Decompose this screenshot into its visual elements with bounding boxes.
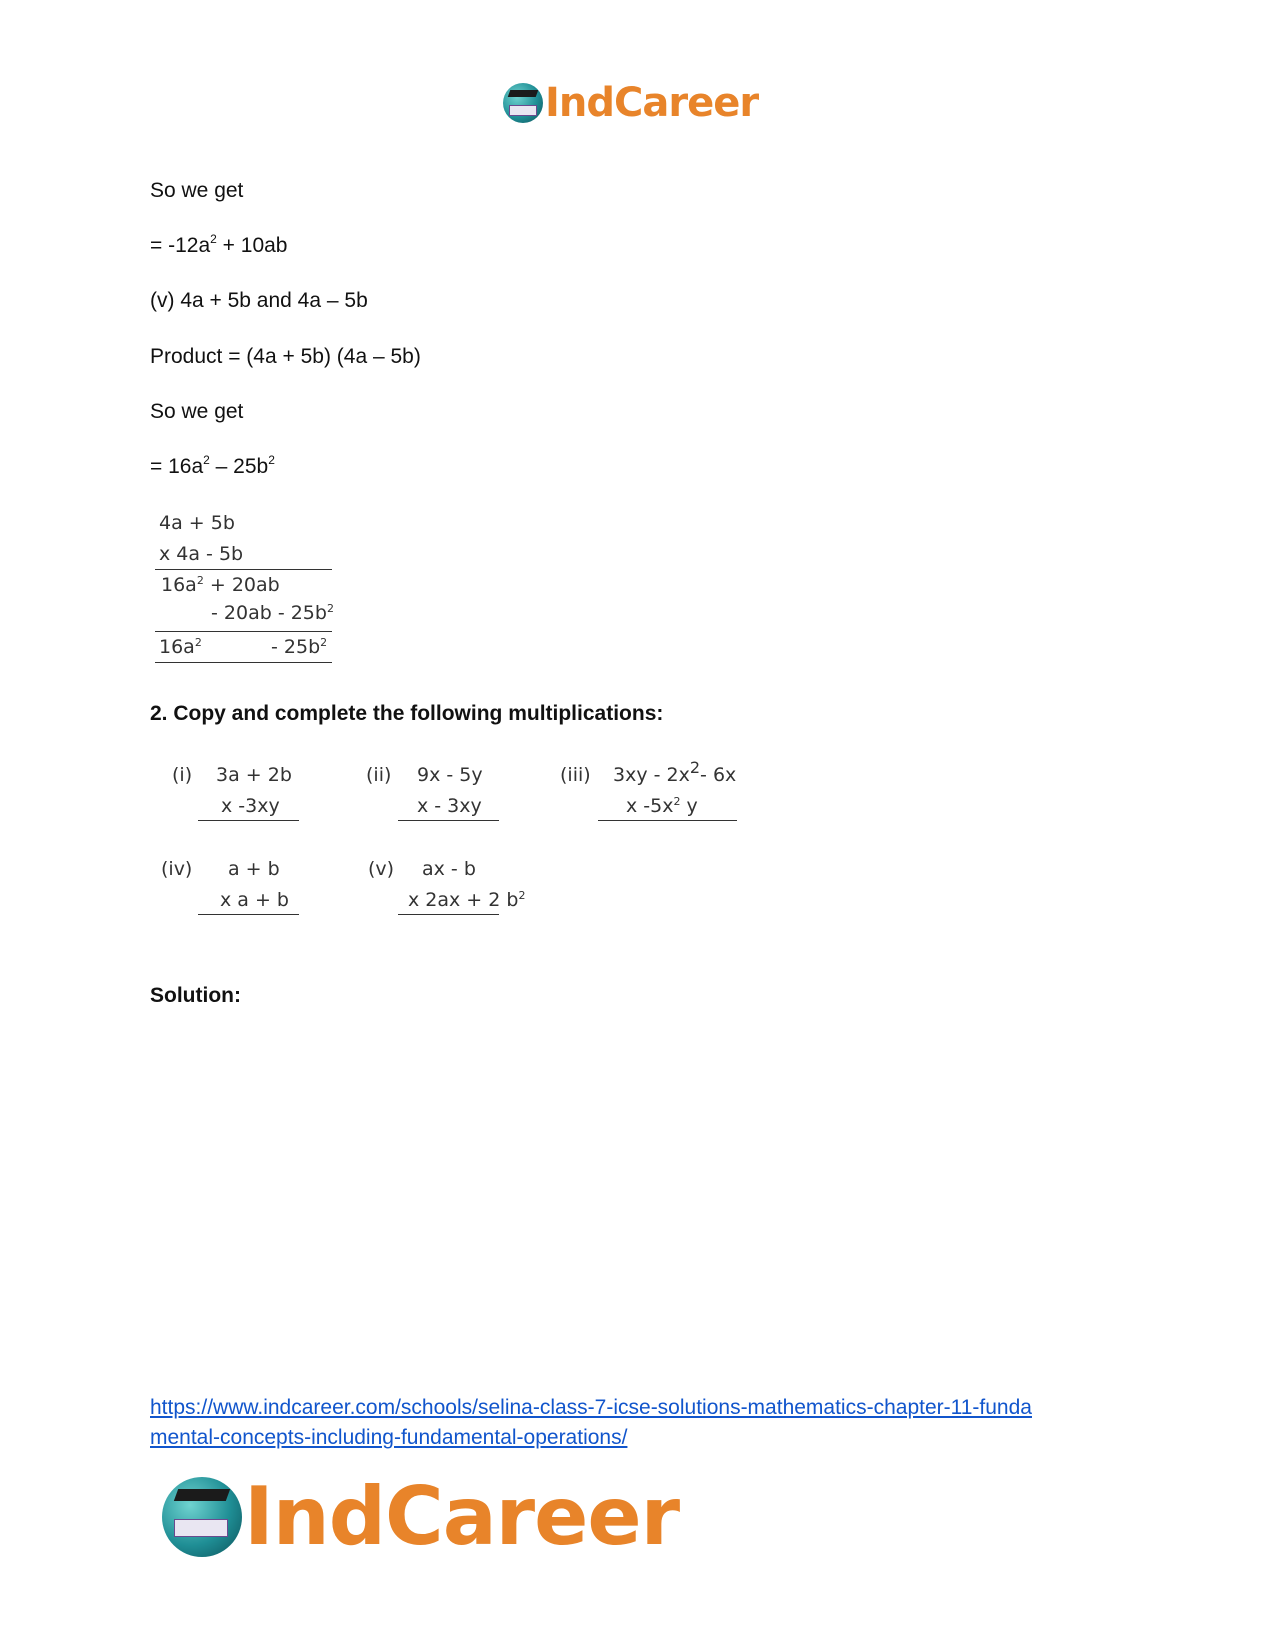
text-so-we-get: So we get xyxy=(150,179,244,202)
graduation-book-icon xyxy=(162,1477,242,1557)
divider xyxy=(155,569,332,570)
logo-text: IndCareer xyxy=(545,80,759,126)
exercise-label: (iv) xyxy=(161,858,193,880)
divider xyxy=(598,820,737,821)
working-row: 4a + 5b xyxy=(159,512,235,534)
product-v: Product = (4a + 5b) (4a – 5b) xyxy=(150,345,421,368)
exercise-top: a + b xyxy=(228,858,280,880)
divider xyxy=(198,914,299,915)
text-so-we-get: So we get xyxy=(150,400,244,423)
working-row: $16a^2 + 20ab$ xyxy=(161,574,280,596)
divider xyxy=(398,820,499,821)
graduation-book-icon xyxy=(503,83,543,123)
result-iv: = $-12a^2 + 10ab$ xyxy=(150,232,288,257)
exercise-bottom: x a + b xyxy=(220,889,289,911)
part-v-heading: (v) 4a + 5b and 4a – 5b xyxy=(150,289,368,312)
solution-heading: Solution: xyxy=(150,984,241,1007)
exercise-top: 9x - 5y xyxy=(417,764,483,786)
exercise-bottom: x 2ax + 2 $b^2$ xyxy=(408,889,526,911)
divider xyxy=(198,820,299,821)
question-2-heading: 2. Copy and complete the following multiplications: xyxy=(150,702,664,725)
working-row: - $20ab - 25b^2$ xyxy=(211,602,334,624)
footer-logo xyxy=(162,1470,679,1563)
exercise-bottom: x - 3xy xyxy=(417,795,482,817)
working-row: - $25b^2$ xyxy=(271,636,328,658)
divider xyxy=(398,914,499,915)
exercise-bottom: x -3xy xyxy=(221,795,280,817)
header-logo xyxy=(503,80,758,126)
exercise-label: (i) xyxy=(172,764,193,786)
logo-text: IndCareer xyxy=(244,1470,680,1563)
exercise-top: ax - b xyxy=(422,858,476,880)
source-url-link[interactable]: https://www.indcareer.com/schools/selina-class-7-icse-solutions-mathematics-chapter-11-funda mental-concepts-including-fundamental-operations/ xyxy=(150,1396,1032,1449)
exercise-top: $3xy - 2x^2-$ 6x xyxy=(613,758,737,786)
divider xyxy=(155,631,332,632)
exercise-label: (iii) xyxy=(560,764,591,786)
divider xyxy=(155,662,332,663)
result-v: = $16a^2 - 25b^2$ xyxy=(150,453,275,478)
exercise-label: (ii) xyxy=(366,764,392,786)
working-row: $16a^2$ xyxy=(159,636,202,658)
exercise-label: (v) xyxy=(368,858,395,880)
working-row: x 4a - 5b xyxy=(159,543,244,565)
exercise-bottom: x $-5x^2$ y xyxy=(626,795,698,817)
exercise-top: 3a + 2b xyxy=(216,764,292,786)
